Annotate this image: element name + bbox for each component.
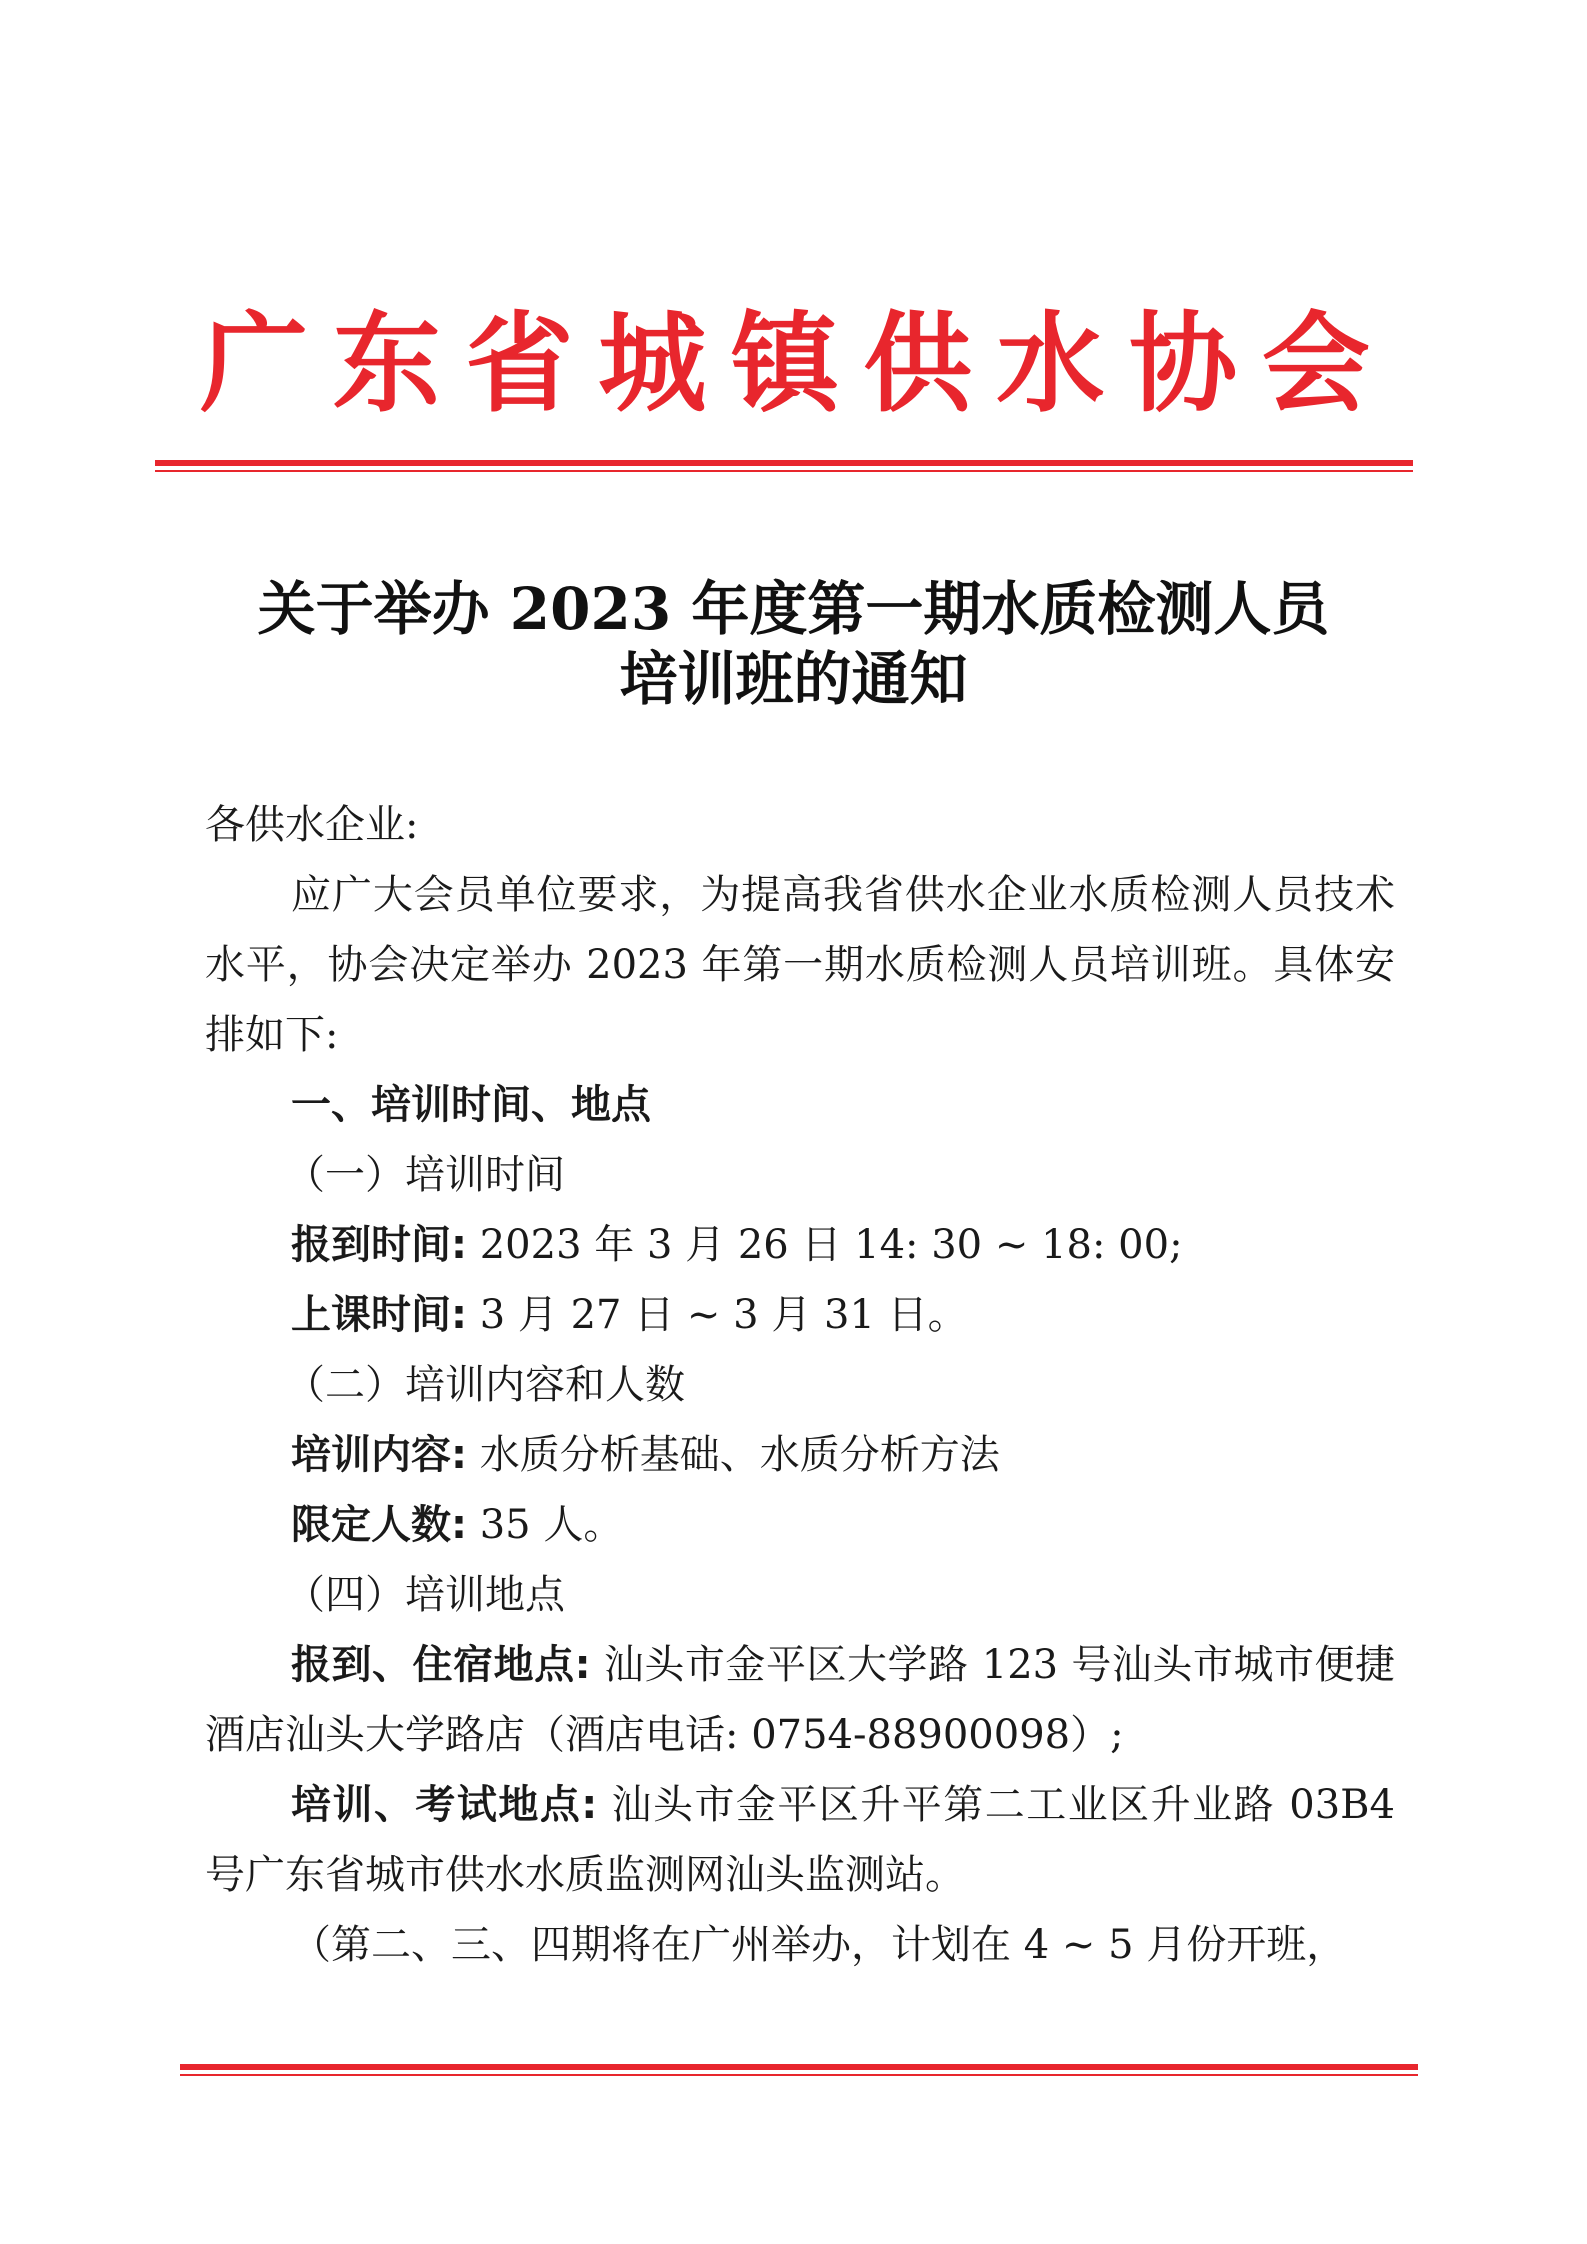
letterhead-char: 协 xyxy=(1129,302,1238,427)
class-time-value: 3 月 27 日 ~ 3 月 31 日。 xyxy=(467,1292,968,1338)
subheading-training-time: （一）培训时间 xyxy=(285,1152,565,1198)
letterhead-char: 广 xyxy=(200,302,309,427)
report-time-value: 2023 年 3 月 26 日 14: 30 ~ 18: 00; xyxy=(467,1222,1183,1268)
header-divider-thin xyxy=(155,470,1413,472)
class-time-line xyxy=(205,1280,1395,1350)
letterhead xyxy=(0,300,1587,430)
content-line xyxy=(205,1420,1395,1490)
lodging-paragraph xyxy=(205,1630,1395,1770)
letterhead-char: 东 xyxy=(332,302,441,427)
document-title-line-1: 关于举办 2023 年度第一期水质检测人员 xyxy=(257,575,1330,643)
limit-line xyxy=(205,1490,1395,1560)
section-heading-time-place: 一、培训时间、地点 xyxy=(291,1082,651,1128)
header-divider-thick xyxy=(155,460,1413,466)
letterhead-org-name xyxy=(200,300,1370,430)
letterhead-char: 省 xyxy=(465,302,574,427)
lodging-value: 汕头市金平区大学路 123 号汕头市城市便捷酒店汕头大学路店（酒店电话: 0754-88900098）; xyxy=(205,1642,1395,1758)
letterhead-char: 镇 xyxy=(730,302,839,427)
limit-label: 限定人数: xyxy=(291,1502,467,1548)
letterhead-char: 会 xyxy=(1261,302,1370,427)
note-paragraph: （第二、三、四期将在广州举办，计划在 4 ~ 5 月份开班， xyxy=(291,1922,1347,1968)
exam-location-label: 培训、考试地点: xyxy=(291,1782,598,1828)
document-body xyxy=(205,790,1395,1980)
subheading-training-location: （四）培训地点 xyxy=(285,1572,565,1618)
intro-paragraph: 应广大会员单位要求，为提高我省供水企业水质检测人员技术水平，协会决定举办 2023 年第一期水质检测人员培训班。具体安排如下: xyxy=(205,872,1395,1058)
report-time-line xyxy=(205,1210,1395,1280)
exam-location-paragraph xyxy=(205,1770,1395,1910)
content-label: 培训内容: xyxy=(291,1432,467,1478)
document-title-line-2: 培训班的通知 xyxy=(619,645,968,713)
letterhead-char: 城 xyxy=(598,302,707,427)
exam-location-value: 汕头市金平区升平第二工业区升业路 03B4 号广东省城市供水水质监测网汕头监测站。 xyxy=(205,1782,1396,1898)
report-time-label: 报到时间: xyxy=(291,1222,467,1268)
salutation: 各供水企业: xyxy=(205,802,419,848)
subheading-content-count: （二）培训内容和人数 xyxy=(285,1362,685,1408)
class-time-label: 上课时间: xyxy=(291,1292,467,1338)
footer-divider-thin xyxy=(180,2074,1418,2076)
letterhead-char: 水 xyxy=(996,302,1105,427)
footer-divider-thick xyxy=(180,2064,1418,2070)
limit-value: 35 人。 xyxy=(467,1502,624,1548)
lodging-label: 报到、住宿地点: xyxy=(291,1642,591,1688)
content-value: 水质分析基础、水质分析方法 xyxy=(467,1432,1000,1478)
letterhead-char: 供 xyxy=(863,302,972,427)
